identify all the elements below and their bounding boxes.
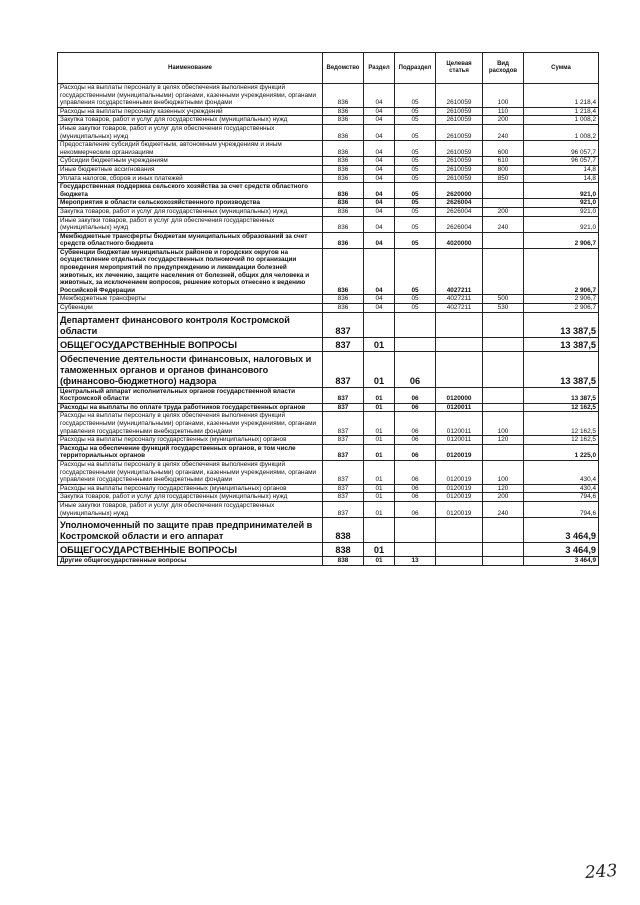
sum-cell: 1 008,2 <box>524 124 599 140</box>
name-cell: Предоставление субсидий бюджетным, автономным учреждениям и иным некоммерческим организациям <box>58 141 323 157</box>
ved-cell: 836 <box>323 216 364 232</box>
table-row <box>58 165 599 174</box>
sum-cell: 13 387,5 <box>524 337 599 351</box>
razdel-cell: 04 <box>364 183 395 199</box>
podrazdel-cell: 05 <box>395 124 436 140</box>
sum-cell: 12 162,5 <box>524 412 599 436</box>
name-cell: Закупка товаров, работ и услуг для государственных (муниципальных) нужд <box>58 493 323 502</box>
ved-cell: 836 <box>323 183 364 199</box>
name-cell: ОБЩЕГОСУДАРСТВЕННЫЕ ВОПРОСЫ <box>58 543 323 557</box>
vid-cell <box>483 557 524 566</box>
table-row <box>58 174 599 183</box>
budget-table-container <box>57 52 598 566</box>
sum-cell: 921,0 <box>524 199 599 208</box>
name-cell: Иные закупки товаров, работ и услуг для обеспечения государственных (муниципальных) нужд <box>58 501 323 517</box>
table-row <box>58 412 599 436</box>
table-row <box>58 351 599 387</box>
ved-cell: 837 <box>323 460 364 484</box>
podrazdel-cell: 13 <box>395 557 436 566</box>
vid-cell: 200 <box>483 493 524 502</box>
celevaya-cell <box>436 351 483 387</box>
ved-cell: 836 <box>323 304 364 313</box>
sum-cell: 1 218,4 <box>524 107 599 116</box>
name-cell: Государственная поддержка сельского хозяйства за счет средств областного бюджета <box>58 183 323 199</box>
vid-cell: 200 <box>483 116 524 125</box>
podrazdel-cell: 05 <box>395 107 436 116</box>
razdel-cell: 01 <box>364 337 395 351</box>
table-row <box>58 295 599 304</box>
sum-cell: 2 906,7 <box>524 232 599 248</box>
podrazdel-cell: 06 <box>395 501 436 517</box>
table-row <box>58 207 599 216</box>
celevaya-cell <box>436 543 483 557</box>
celevaya-cell: 2610059 <box>436 116 483 125</box>
vid-cell: 600 <box>483 141 524 157</box>
podrazdel-cell: 05 <box>395 199 436 208</box>
razdel-cell: 04 <box>364 304 395 313</box>
ved-cell: 837 <box>323 493 364 502</box>
vid-cell: 100 <box>483 84 524 108</box>
razdel-cell: 01 <box>364 493 395 502</box>
vid-cell: 530 <box>483 304 524 313</box>
sum-cell: 12 162,5 <box>524 403 599 412</box>
razdel-cell: 01 <box>364 484 395 493</box>
table-row <box>58 501 599 517</box>
header-summa: Сумма <box>524 53 599 84</box>
razdel-cell: 01 <box>364 436 395 445</box>
table-row <box>58 557 599 566</box>
name-cell: Расходы на выплаты персоналу государственных (муниципальных) органов <box>58 484 323 493</box>
razdel-cell <box>364 518 395 543</box>
podrazdel-cell: 05 <box>395 165 436 174</box>
vid-cell <box>483 403 524 412</box>
vid-cell <box>483 337 524 351</box>
table-row <box>58 518 599 543</box>
name-cell: Расходы на выплаты по оплате труда работников государственных органов <box>58 403 323 412</box>
vid-cell: 200 <box>483 207 524 216</box>
ved-cell: 837 <box>323 351 364 387</box>
ved-cell: 838 <box>323 543 364 557</box>
podrazdel-cell: 06 <box>395 444 436 460</box>
sum-cell: 430,4 <box>524 460 599 484</box>
sum-cell: 3 464,9 <box>524 518 599 543</box>
razdel-cell: 04 <box>364 141 395 157</box>
ved-cell: 838 <box>323 518 364 543</box>
celevaya-cell: 2626004 <box>436 216 483 232</box>
table-row <box>58 199 599 208</box>
table-row <box>58 337 599 351</box>
table-row <box>58 444 599 460</box>
vid-cell <box>483 351 524 387</box>
ved-cell: 836 <box>323 174 364 183</box>
name-cell: Расходы на обеспечение функций государственных органов, в том числе территориальных органов <box>58 444 323 460</box>
sum-cell: 96 057,7 <box>524 141 599 157</box>
name-cell: Мероприятия в области сельскохозяйственного производства <box>58 199 323 208</box>
name-cell: Расходы на выплаты персоналу казенных учреждений <box>58 107 323 116</box>
table-row <box>58 216 599 232</box>
name-cell: Обеспечение деятельности финансовых, налоговых и таможенных органов и органов финансового (финансово-бюджетного) надзора <box>58 351 323 387</box>
vid-cell: 850 <box>483 174 524 183</box>
sum-cell: 430,4 <box>524 484 599 493</box>
celevaya-cell: 4027211 <box>436 295 483 304</box>
ved-cell: 836 <box>323 141 364 157</box>
name-cell: Межбюджетные трансферты бюджетам муниципальных образований за счет средств областного бюджета <box>58 232 323 248</box>
vid-cell <box>483 444 524 460</box>
razdel-cell: 01 <box>364 351 395 387</box>
sum-cell: 13 387,5 <box>524 351 599 387</box>
podrazdel-cell: 06 <box>395 412 436 436</box>
celevaya-cell: 0120011 <box>436 412 483 436</box>
celevaya-cell: 2610059 <box>436 84 483 108</box>
header-ved: Ведомство <box>323 53 364 84</box>
razdel-cell: 01 <box>364 460 395 484</box>
ved-cell: 836 <box>323 295 364 304</box>
celevaya-cell: 2620000 <box>436 183 483 199</box>
name-cell: Иные закупки товаров, работ и услуг для обеспечения государственных (муниципальных) нужд <box>58 216 323 232</box>
razdel-cell: 04 <box>364 248 395 295</box>
podrazdel-cell: 06 <box>395 387 436 403</box>
vid-cell <box>483 232 524 248</box>
sum-cell: 921,0 <box>524 183 599 199</box>
podrazdel-cell: 05 <box>395 141 436 157</box>
podrazdel-cell: 06 <box>395 484 436 493</box>
razdel-cell <box>364 312 395 337</box>
sum-cell: 1 225,0 <box>524 444 599 460</box>
header-podrazdel: Подраздел <box>395 53 436 84</box>
razdel-cell: 04 <box>364 165 395 174</box>
vid-cell <box>483 248 524 295</box>
ved-cell: 836 <box>323 84 364 108</box>
sum-cell: 14,8 <box>524 165 599 174</box>
sum-cell: 794,6 <box>524 501 599 517</box>
table-row <box>58 84 599 108</box>
name-cell: Закупка товаров, работ и услуг для государственных (муниципальных) нужд <box>58 116 323 125</box>
celevaya-cell <box>436 312 483 337</box>
celevaya-cell <box>436 557 483 566</box>
podrazdel-cell: 06 <box>395 460 436 484</box>
sum-cell: 921,0 <box>524 216 599 232</box>
celevaya-cell: 2626004 <box>436 207 483 216</box>
celevaya-cell: 0120019 <box>436 493 483 502</box>
vid-cell: 610 <box>483 157 524 166</box>
razdel-cell: 04 <box>364 199 395 208</box>
budget-table <box>57 52 599 566</box>
podrazdel-cell: 05 <box>395 304 436 313</box>
table-row <box>58 387 599 403</box>
table-row <box>58 484 599 493</box>
table-row <box>58 403 599 412</box>
sum-cell: 3 464,9 <box>524 557 599 566</box>
podrazdel-cell: 06 <box>395 493 436 502</box>
table-row <box>58 248 599 295</box>
vid-cell: 240 <box>483 501 524 517</box>
ved-cell: 837 <box>323 387 364 403</box>
vid-cell: 240 <box>483 124 524 140</box>
razdel-cell: 01 <box>364 387 395 403</box>
celevaya-cell: 4027211 <box>436 248 483 295</box>
table-row <box>58 460 599 484</box>
table-row <box>58 436 599 445</box>
ved-cell: 837 <box>323 484 364 493</box>
sum-cell: 794,6 <box>524 493 599 502</box>
celevaya-cell: 0120019 <box>436 444 483 460</box>
razdel-cell: 04 <box>364 174 395 183</box>
razdel-cell: 04 <box>364 84 395 108</box>
razdel-cell: 04 <box>364 124 395 140</box>
celevaya-cell: 0120019 <box>436 460 483 484</box>
celevaya-cell: 4027211 <box>436 304 483 313</box>
name-cell: Уполномоченный по защите прав предпринимателей в Костромской области и его аппарат <box>58 518 323 543</box>
vid-cell: 500 <box>483 295 524 304</box>
sum-cell: 1 218,4 <box>524 84 599 108</box>
header-razdel: Раздел <box>364 53 395 84</box>
sum-cell: 96 057,7 <box>524 157 599 166</box>
celevaya-cell: 2626004 <box>436 199 483 208</box>
celevaya-cell: 0120000 <box>436 387 483 403</box>
vid-cell: 800 <box>483 165 524 174</box>
vid-cell <box>483 312 524 337</box>
celevaya-cell: 0120011 <box>436 436 483 445</box>
table-row <box>58 141 599 157</box>
name-cell: Закупка товаров, работ и услуг для государственных (муниципальных) нужд <box>58 207 323 216</box>
sum-cell: 2 906,7 <box>524 248 599 295</box>
ved-cell: 836 <box>323 157 364 166</box>
name-cell: Иные закупки товаров, работ и услуг для обеспечения государственных (муниципальных) нужд <box>58 124 323 140</box>
podrazdel-cell: 05 <box>395 157 436 166</box>
podrazdel-cell <box>395 312 436 337</box>
ved-cell: 836 <box>323 248 364 295</box>
sum-cell: 13 387,5 <box>524 387 599 403</box>
table-row <box>58 543 599 557</box>
name-cell: Субвенции бюджетам муниципальных районов и городских округов на осуществление отдельных государственных полномочий по организации проведения мероприятий по предупреждению и ликвидации болезней животных, их лечению, защите населения от болезней, общих для человека и животных, за исключением вопросов, решение которых отнесено к ведению Российской Федерации <box>58 248 323 295</box>
sum-cell: 921,0 <box>524 207 599 216</box>
podrazdel-cell: 05 <box>395 183 436 199</box>
header-celevaya: Целевая статья <box>436 53 483 84</box>
razdel-cell: 04 <box>364 232 395 248</box>
ved-cell: 837 <box>323 444 364 460</box>
name-cell: Иные бюджетные ассигнования <box>58 165 323 174</box>
celevaya-cell: 0120019 <box>436 484 483 493</box>
razdel-cell: 04 <box>364 107 395 116</box>
celevaya-cell: 2610059 <box>436 107 483 116</box>
vid-cell <box>483 518 524 543</box>
sum-cell: 13 387,5 <box>524 312 599 337</box>
vid-cell: 100 <box>483 412 524 436</box>
razdel-cell: 01 <box>364 501 395 517</box>
podrazdel-cell: 06 <box>395 436 436 445</box>
celevaya-cell <box>436 518 483 543</box>
table-row <box>58 312 599 337</box>
name-cell: ОБЩЕГОСУДАРСТВЕННЫЕ ВОПРОСЫ <box>58 337 323 351</box>
razdel-cell: 01 <box>364 412 395 436</box>
ved-cell: 836 <box>323 232 364 248</box>
vid-cell <box>483 183 524 199</box>
ved-cell: 836 <box>323 165 364 174</box>
razdel-cell: 01 <box>364 543 395 557</box>
ved-cell: 837 <box>323 436 364 445</box>
sum-cell: 2 906,7 <box>524 295 599 304</box>
vid-cell: 120 <box>483 436 524 445</box>
ved-cell: 836 <box>323 207 364 216</box>
celevaya-cell: 0120019 <box>436 501 483 517</box>
table-row <box>58 124 599 140</box>
razdel-cell: 01 <box>364 557 395 566</box>
vid-cell <box>483 543 524 557</box>
razdel-cell: 04 <box>364 116 395 125</box>
celevaya-cell: 2610059 <box>436 124 483 140</box>
table-row <box>58 116 599 125</box>
name-cell: Межбюджетные трансферты <box>58 295 323 304</box>
ved-cell: 837 <box>323 412 364 436</box>
sum-cell: 1 008,2 <box>524 116 599 125</box>
podrazdel-cell: 05 <box>395 207 436 216</box>
table-row <box>58 107 599 116</box>
ved-cell: 836 <box>323 124 364 140</box>
vid-cell <box>483 199 524 208</box>
ved-cell: 837 <box>323 501 364 517</box>
celevaya-cell: 4020000 <box>436 232 483 248</box>
ved-cell: 837 <box>323 403 364 412</box>
razdel-cell: 04 <box>364 216 395 232</box>
vid-cell: 240 <box>483 216 524 232</box>
ved-cell: 837 <box>323 337 364 351</box>
header-vid: Вид расходов <box>483 53 524 84</box>
ved-cell: 836 <box>323 107 364 116</box>
header-name: Наименование <box>58 53 323 84</box>
sum-cell: 3 464,9 <box>524 543 599 557</box>
celevaya-cell <box>436 337 483 351</box>
razdel-cell: 01 <box>364 403 395 412</box>
celevaya-cell: 2610059 <box>436 141 483 157</box>
sum-cell: 14,8 <box>524 174 599 183</box>
ved-cell: 838 <box>323 557 364 566</box>
name-cell: Уплата налогов, сборов и иных платежей <box>58 174 323 183</box>
celevaya-cell: 2610059 <box>436 165 483 174</box>
name-cell: Другие общегосударственные вопросы <box>58 557 323 566</box>
razdel-cell: 01 <box>364 444 395 460</box>
vid-cell: 110 <box>483 107 524 116</box>
podrazdel-cell <box>395 543 436 557</box>
celevaya-cell: 0120011 <box>436 403 483 412</box>
page-number: 243 <box>584 860 619 884</box>
table-row <box>58 157 599 166</box>
ved-cell: 836 <box>323 116 364 125</box>
name-cell: Расходы на выплаты персоналу в целях обеспечения выполнения функций государственными (муниципальными) органами, казенными учреждениями, органами управления государственными внебюджетными фондами <box>58 412 323 436</box>
name-cell: Субсидии бюджетным учреждениям <box>58 157 323 166</box>
table-row <box>58 232 599 248</box>
name-cell: Расходы на выплаты персоналу в целях обеспечения выполнения функций государственными (муниципальными) органами, казенными учреждениями, органами управления государственными внебюджетными фондами <box>58 460 323 484</box>
podrazdel-cell: 05 <box>395 216 436 232</box>
name-cell: Расходы на выплаты персоналу государственных (муниципальных) органов <box>58 436 323 445</box>
table-row <box>58 183 599 199</box>
table-body <box>58 84 599 566</box>
ved-cell: 837 <box>323 312 364 337</box>
ved-cell: 836 <box>323 199 364 208</box>
name-cell: Субвенции <box>58 304 323 313</box>
celevaya-cell: 2610059 <box>436 174 483 183</box>
razdel-cell: 04 <box>364 207 395 216</box>
name-cell: Департамент финансового контроля Костромской области <box>58 312 323 337</box>
podrazdel-cell: 06 <box>395 403 436 412</box>
table-row <box>58 304 599 313</box>
podrazdel-cell: 05 <box>395 174 436 183</box>
vid-cell: 100 <box>483 460 524 484</box>
podrazdel-cell: 05 <box>395 116 436 125</box>
podrazdel-cell: 05 <box>395 248 436 295</box>
sum-cell: 2 906,7 <box>524 304 599 313</box>
podrazdel-cell: 05 <box>395 232 436 248</box>
podrazdel-cell <box>395 518 436 543</box>
podrazdel-cell: 06 <box>395 351 436 387</box>
celevaya-cell: 2610059 <box>436 157 483 166</box>
podrazdel-cell: 05 <box>395 295 436 304</box>
podrazdel-cell: 05 <box>395 84 436 108</box>
razdel-cell: 04 <box>364 157 395 166</box>
podrazdel-cell <box>395 337 436 351</box>
sum-cell: 12 162,5 <box>524 436 599 445</box>
vid-cell: 120 <box>483 484 524 493</box>
vid-cell <box>483 387 524 403</box>
name-cell: Центральный аппарат исполнительных органов государственной власти Костромской области <box>58 387 323 403</box>
table-header-row <box>58 53 599 84</box>
razdel-cell: 04 <box>364 295 395 304</box>
table-row <box>58 493 599 502</box>
name-cell: Расходы на выплаты персоналу в целях обеспечения выполнения функций государственными (муниципальными) органами, казенными учреждениями, органами управления государственными внебюджетными фондами <box>58 84 323 108</box>
